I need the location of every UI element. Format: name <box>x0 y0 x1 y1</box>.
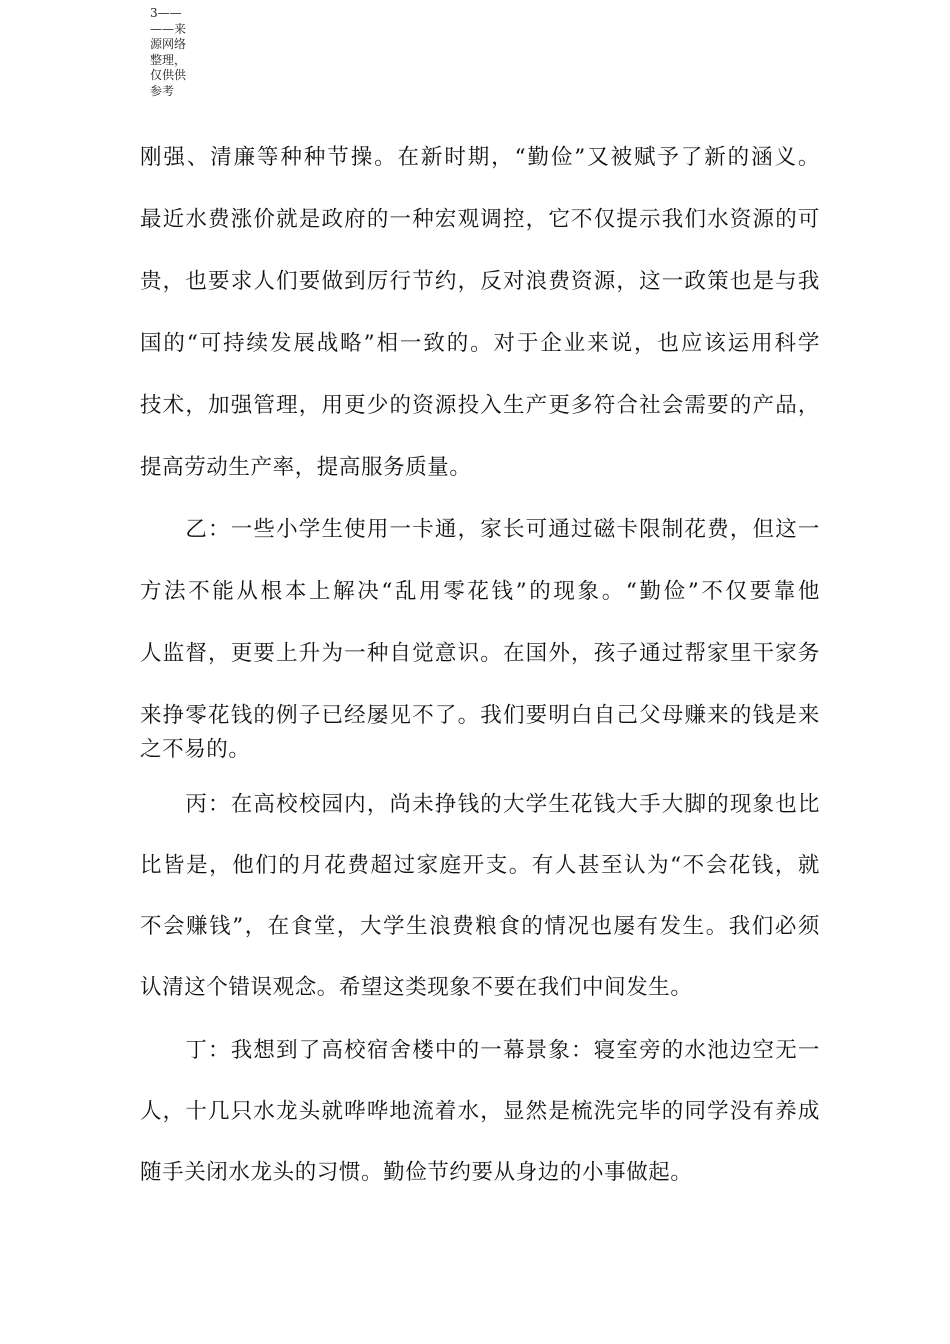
text-line: 之不易的。 <box>140 737 251 762</box>
text-line: 认清这个错误观念。希望这类现象不要在我们中间发生。 <box>140 975 693 1000</box>
header-note-line: 整理， <box>150 52 187 67</box>
text-line: 人，十几只水龙头就哗哗地流着水，显然是梳洗完毕的同学没有养成 <box>140 1099 820 1124</box>
header-note-line: 仅供供 <box>150 68 187 82</box>
header-note-line: ——来 <box>150 21 187 36</box>
text-line: 乙：一些小学生使用一卡通，家长可通过磁卡限制花费，但这一 <box>140 517 820 542</box>
text-line: 提高劳动生产率，提高服务质量。 <box>140 455 472 480</box>
text-line: 方法不能从根本上解决“乱用零花钱”的现象。“勤俭”不仅要靠他 <box>140 579 820 604</box>
header-note-line: 3—— <box>150 6 182 20</box>
text-line: 刚强、清廉等种种节操。在新时期，“勤俭”又被赋予了新的涵义。 <box>140 145 820 170</box>
text-line: 贵，也要求人们要做到厉行节约，反对浪费资源，这一政策也是与我 <box>140 269 820 294</box>
text-line: 丙：在高校校园内，尚未挣钱的大学生花钱大手大脚的现象也比 <box>140 792 820 817</box>
text-line: 技术，加强管理，用更少的资源投入生产更多符合社会需要的产品， <box>140 393 820 418</box>
text-line: 国的“可持续发展战略”相一致的。对于企业来说，也应该运用科学 <box>140 331 820 356</box>
text-line: 随手关闭水龙头的习惯。勤俭节约要从身边的小事做起。 <box>140 1160 693 1185</box>
header-note-line: 源网络 <box>150 37 187 51</box>
text-line: 人监督，更要上升为一种自觉意识。在国外，孩子通过帮家里干家务 <box>140 641 820 666</box>
text-line: 来挣零花钱的例子已经屡见不了。我们要明白自己父母赚来的钱是来 <box>140 703 820 728</box>
text-line: 比皆是，他们的月花费超过家庭开支。有人甚至认为“不会花钱，就 <box>140 853 820 878</box>
text-line: 最近水费涨价就是政府的一种宏观调控，它不仅提示我们水资源的可 <box>140 207 820 232</box>
header-note <box>150 6 200 99</box>
text-line: 丁：我想到了高校宿舍楼中的一幕景象：寝室旁的水池边空无一 <box>140 1038 820 1063</box>
text-line: 不会赚钱”，在食堂，大学生浪费粮食的情况也屡有发生。我们必须 <box>140 914 820 939</box>
header-note-line: 参考 <box>150 83 175 98</box>
